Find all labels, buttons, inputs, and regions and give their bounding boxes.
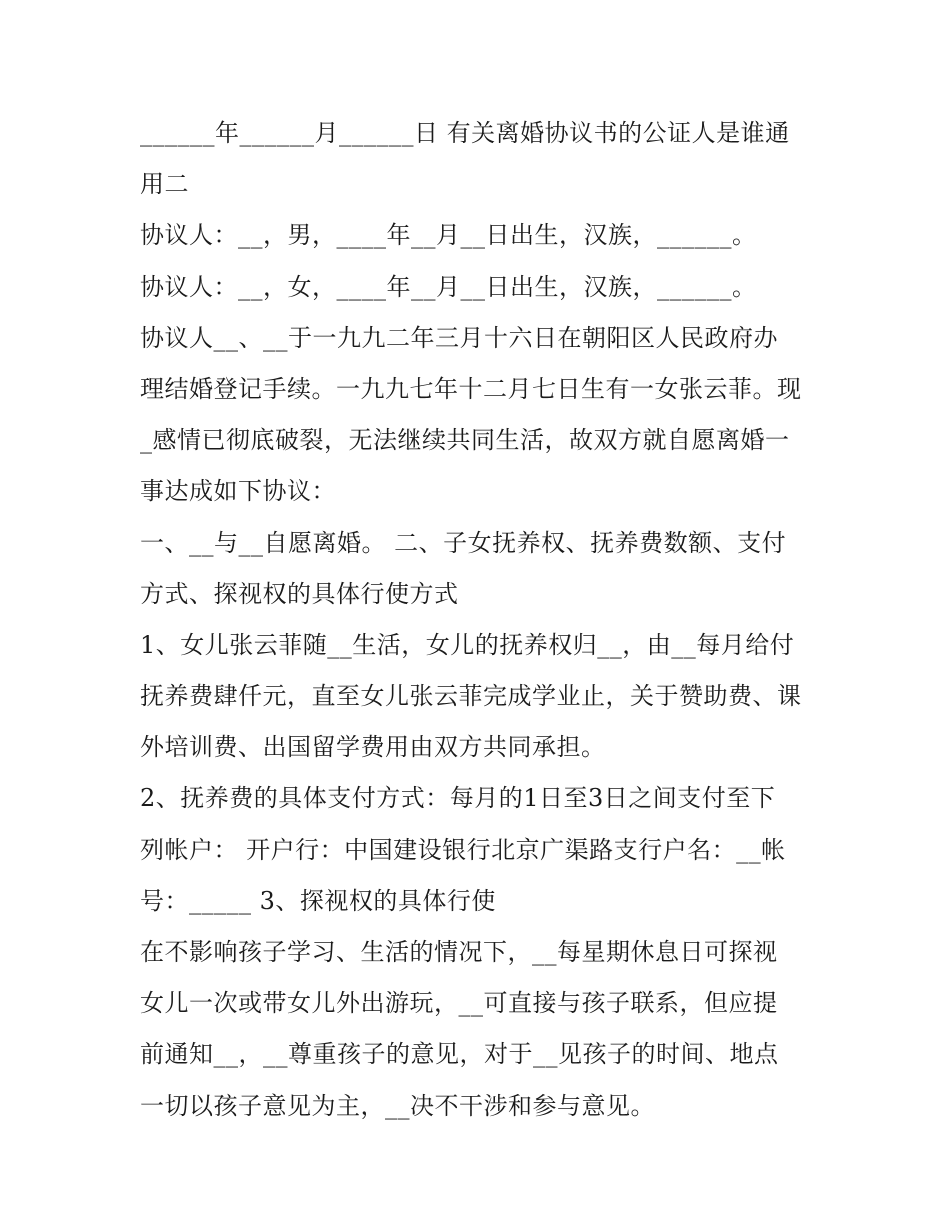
document-body	[140, 108, 820, 1132]
text-line-8: 事达成如下协议：	[140, 477, 336, 506]
text-line-9: 一、__与__自愿离婚。 二、子女抚养权、抚养费数额、支付	[140, 528, 787, 557]
text-line-3: 协议人：__，男，____年__月__日出生，汉族，______。	[140, 221, 757, 250]
text-line-16: 号：_____ 3、探视权的具体行使	[140, 886, 496, 915]
text-line-20: 一切以孩子意见为主，__决不干涉和参与意见。	[140, 1091, 655, 1120]
text-line-14: 2、抚养费的具体支付方式：每月的1日至3日之间支付至下	[140, 784, 776, 813]
text-line-18: 女儿一次或带女儿外出游玩，__可直接与孩子联系，但应提	[140, 989, 778, 1018]
text-line-7: _感情已彻底破裂，无法继续共同生活，故双方就自愿离婚一	[140, 426, 790, 455]
text-line-11: 1、女儿张云菲随__生活，女儿的抚养权归__，由__每月给付	[140, 630, 795, 659]
text-line-2: 用二	[140, 170, 189, 199]
text-line-12: 抚养费肆仟元，直至女儿张云菲完成学业止，关于赞助费、课	[140, 682, 802, 711]
text-line-4: 协议人：__，女，____年__月__日出生，汉族，______。	[140, 272, 757, 301]
text-line-1: ______年______月______日 有关离婚协议书的公证人是谁通	[140, 119, 790, 147]
text-line-15: 列帐户： 开户行：中国建设银行北京广渠路支行户名：__帐	[140, 835, 786, 864]
text-line-19: 前通知__，__尊重孩子的意见，对于__见孩子的时间、地点	[140, 1040, 779, 1069]
text-line-6: 理结婚登记手续。一九九七年十二月七日生有一女张云菲。现	[140, 374, 802, 403]
text-line-5: 协议人__、__于一九九二年三月十六日在朝阳区人民政府办	[140, 323, 778, 352]
text-line-13: 外培训费、出国留学费用由双方共同承担。	[140, 733, 606, 762]
text-line-17: 在不影响孩子学习、生活的情况下，__每星期休息日可探视	[140, 938, 778, 966]
text-line-10: 方式、探视权的具体行使方式	[140, 579, 459, 608]
